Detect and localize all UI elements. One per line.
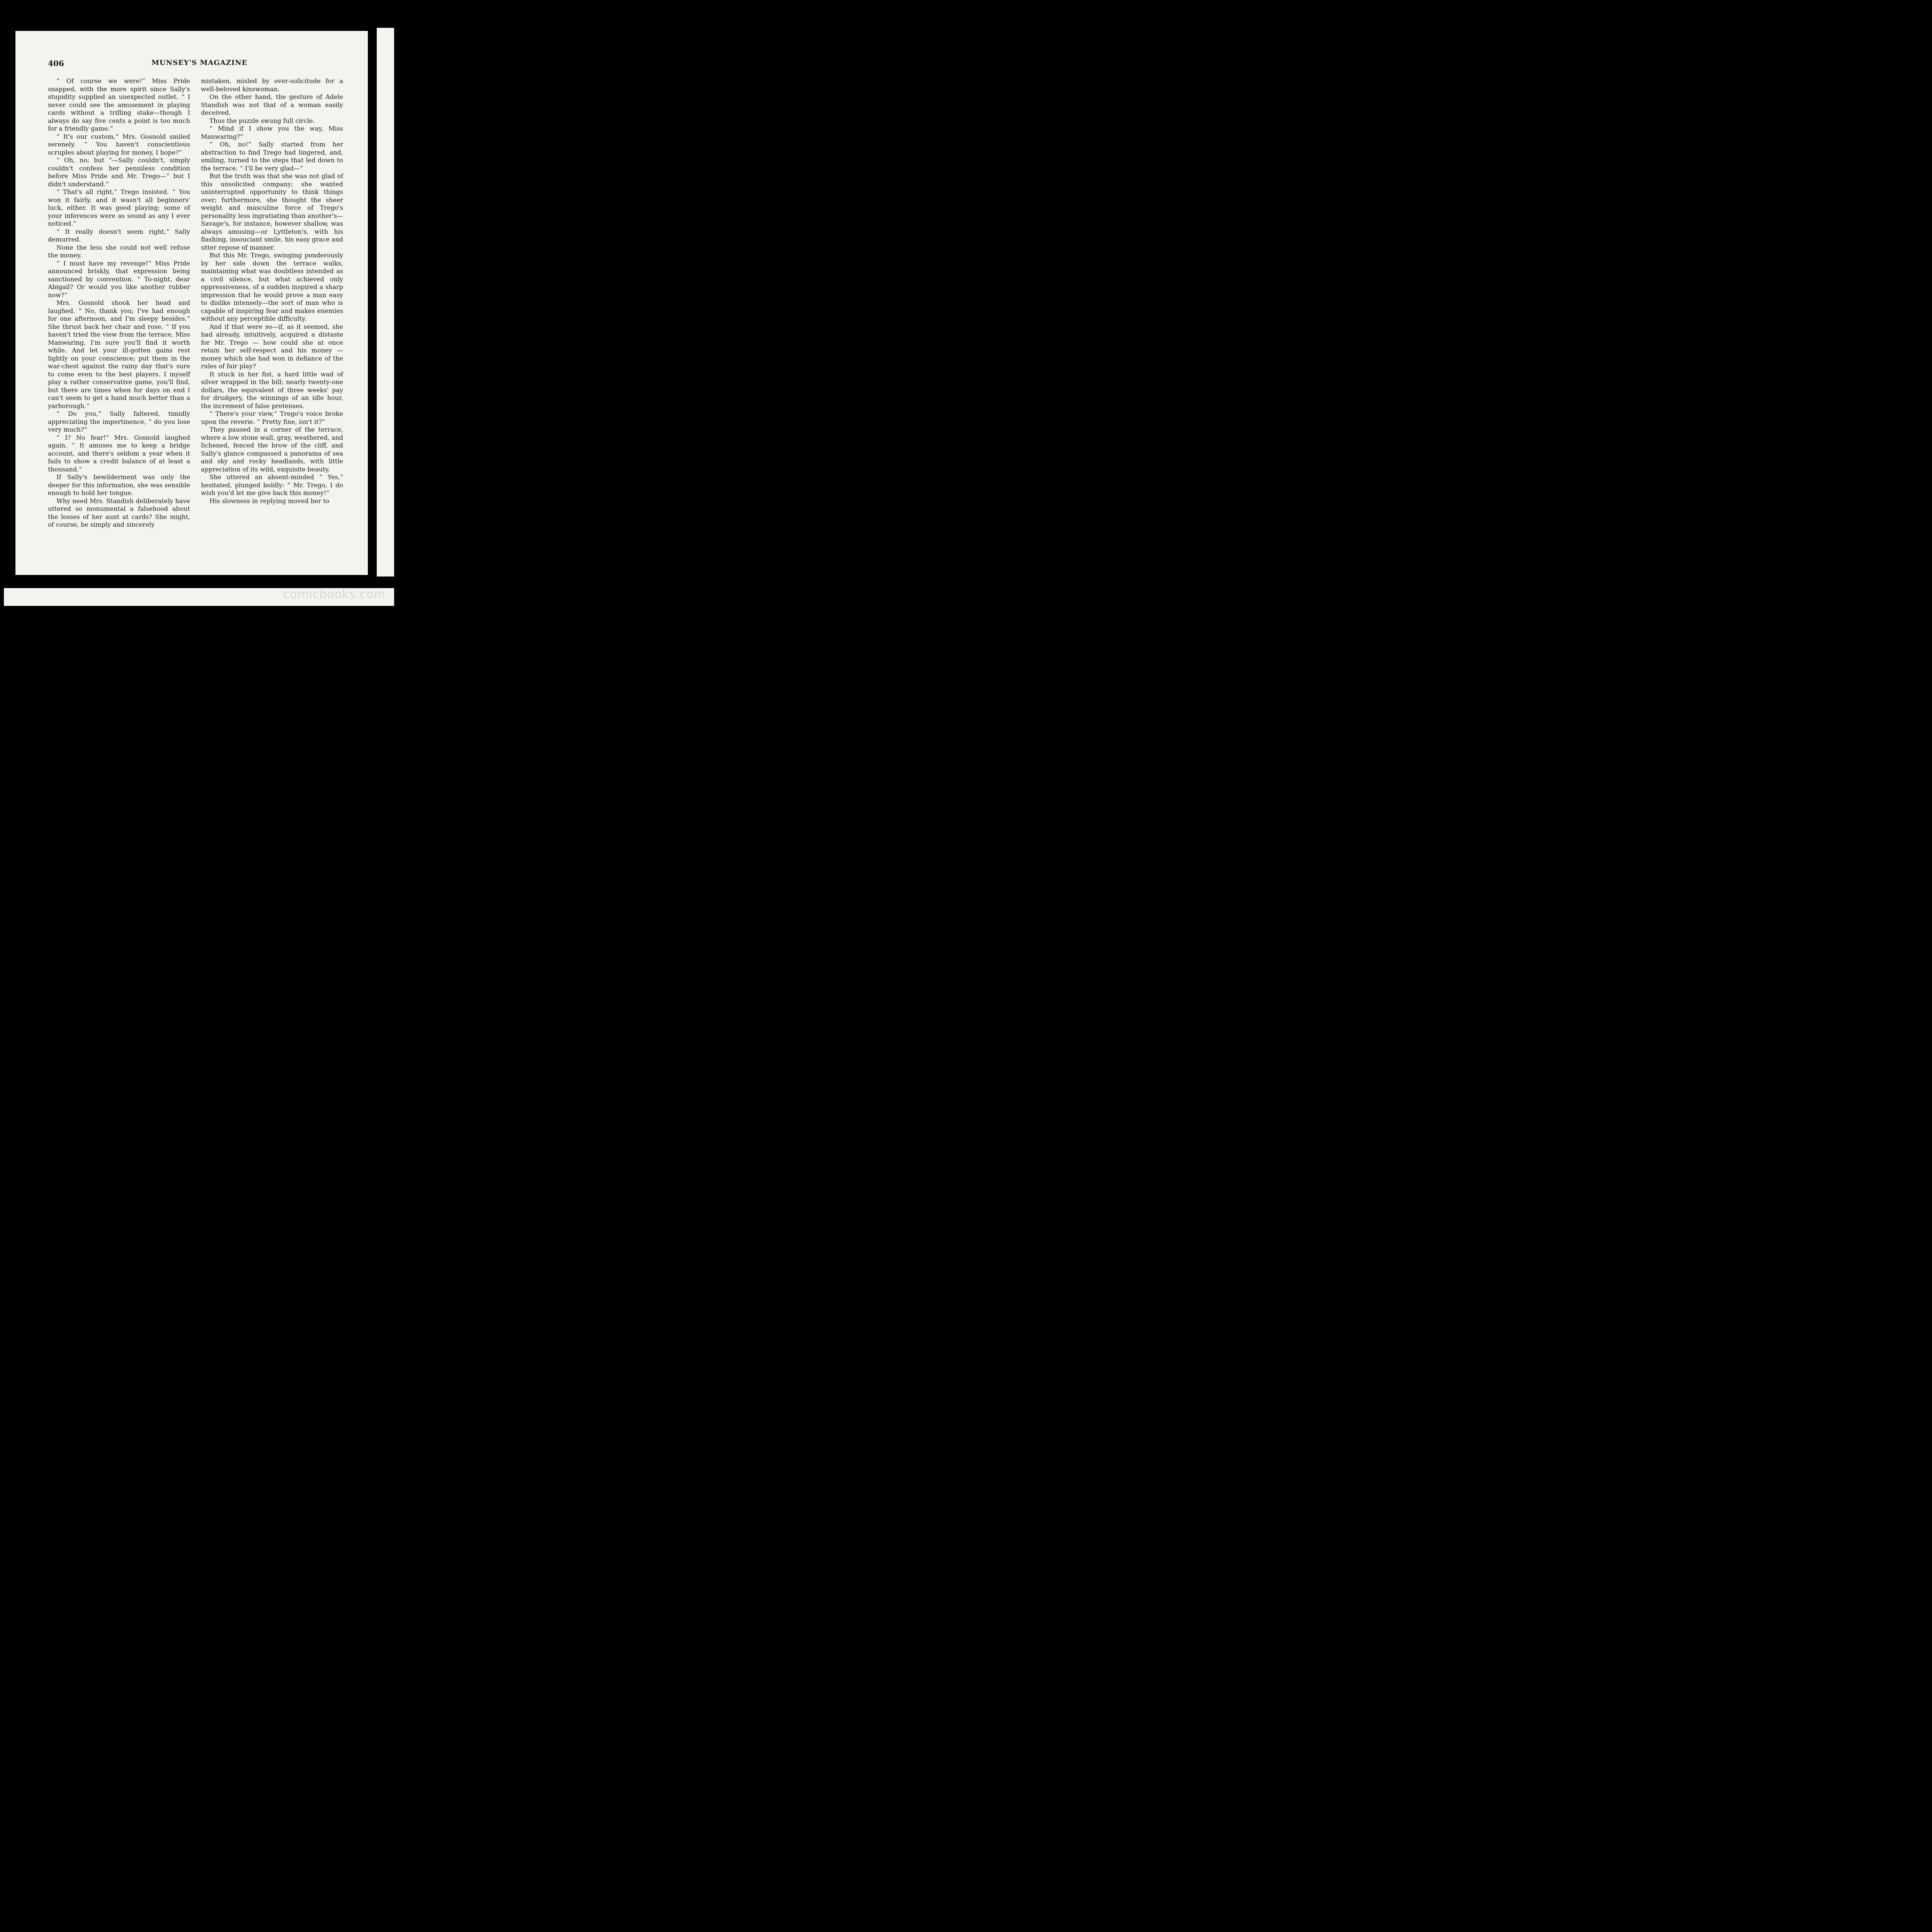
paragraph: Why need Mrs. Standish deliberately have uttered so monumental a falsehood about the losses of her aunt at cards? She might, of course, be simply and sincerely	[48, 497, 190, 528]
paragraph: It stuck in her fist, a hard little wad of silver wrapped in the bill; nearly twenty-one dollars, the equivalent of three weeks' pay for drudgery, the winnings of an idle hour, the increment of false pretenses.	[201, 370, 343, 410]
paragraph: Mrs. Gosnold shook her head and laughed. “ No, thank you; I've had enough for one afternoon, and I'm sleepy besides.” She thrust back her chair and rose. “ If you haven't tried the view from the terrace, Miss Manwaring, I'm sure you'll find it worth while. And let your ill-gotten gains rest lightly on your conscience; put them in the war-chest against the rainy day that's sure to come even to the best players. I myself play a rather conservative game, you'll find, but there are times when for days on end I can't seem to get a hand much better than a yarborough.”	[48, 299, 190, 410]
paragraph: “ I? No fear!” Mrs. Gosnold laughed again. “ It amuses me to keep a bridge account, and there's seldom a year when it fails to show a credit balance of at least a thousand.”	[48, 434, 190, 473]
paragraph: “ There's your view,” Trego's voice broke upon the reverie. “ Pretty fine, isn't it?”	[201, 410, 343, 425]
adjacent-page-edge	[377, 28, 394, 577]
watermark: comicbooks.com	[283, 588, 386, 601]
paragraph: None the less she could not well refuse the money.	[48, 243, 190, 259]
paragraph: But the truth was that she was not glad of this unsolicited company; she wanted uninterrupted opportunity to think things over; furthermore, she thought the sheer weight and masculine force of Trego's personality less ingratiating than another's—Savage's, for instance, however shallow, was always amusing—or Lyttleton's, with his flashing, insouciant smile, his easy grace and utter repose of manner.	[201, 172, 343, 251]
paragraph: On the other hand, the gesture of Adele Standish was not that of a woman easily deceived.	[201, 93, 343, 116]
paragraph: His slowness in replying moved her to	[209, 497, 330, 505]
paragraph: If Sally's bewilderment was only the deeper for this information, she was sensible enough to hold her tongue.	[48, 473, 190, 497]
paragraph: “ Of course we were!” Miss Pride snapped, with the more spirit since Sally's stupidity supplied an unexpected outlet. “ I never could see the amusement in playing cards without a trifling stake—though I always do say five cents a point is too much for a friendly game.”	[48, 77, 190, 132]
paragraph: And if that were so—if, as it seemed, she had already, intuitively, acquired a distaste for Mr. Trego — how could she at once retain her self-respect and his money —money which she had won in defiance of the rules of fair play?	[201, 323, 343, 370]
paragraph: “ Oh, no; but ”—Sally couldn't, simply couldn't confess her penniless condition before Miss Pride and Mr. Trego—“ but I didn't understand.”	[48, 156, 190, 188]
paragraph: “ Oh, no!” Sally started from her abstraction to find Trego had lingered, and, smiling, turned to the steps that led down to the terrace. “ I'll be very glad—”	[201, 141, 343, 172]
paragraph: “ Do you,” Sally faltered, timidly appreciating the impertinence, “ do you lose very much?”	[48, 410, 190, 433]
paragraph: But this Mr. Trego, swinging ponderously by her side down the terrace walks, maintaining what was doubtless intended as a civil silence, but what achieved only oppressiveness, of a sudden inspired a sharp impression that he would prove a man easy to dislike intensely—the sort of man who is capable of inspiring fear and makes enemies without any perceptible difficulty.	[201, 252, 343, 322]
paragraph: “ That's all right,” Trego insisted. “ You won it fairly, and it wasn't all beginners' luck, either. It was good playing; some of your inferences were as sound as any I ever noticed.”	[48, 188, 190, 227]
paragraph: “ I must have my revenge!” Miss Pride announced briskly, that expression being sanctioned by convention. “ To-night, dear Abigail? Or would you like another rubber now?”	[48, 259, 190, 299]
paragraph: “ Mind if I show you the way, Miss Manwaring?”	[201, 125, 343, 140]
paragraph: She uttered an absent-minded “ Yes,” hesitated, plunged boldly: “ Mr. Trego, I do wish you'd let me give back this money!”	[201, 473, 343, 497]
page-number: 406	[48, 59, 64, 68]
left-column	[48, 77, 190, 529]
running-head: MUNSEY'S MAGAZINE	[151, 59, 248, 67]
right-column	[201, 77, 343, 505]
paragraph: “ It's our custom,” Mrs. Gosnold smiled serenely. “ You haven't conscientious scruples about playing for money, I hope?”	[48, 133, 190, 156]
paragraph: “ It really doesn't seem right,” Sally demurred.	[48, 228, 190, 243]
paragraph: mistaken, misled by over-solicitude for a well-beloved kinswoman.	[201, 77, 343, 93]
paragraph: Thus the puzzle swung full circle.	[209, 117, 315, 124]
paragraph: They paused in a corner of the terrace, where a low stone wall, gray, weathered, and lichened, fenced the brow of the cliff, and Sally's glance compassed a panorama of sea and sky and rocky headlands, with little appreciation of its wild, exquisite beauty.	[201, 426, 343, 473]
